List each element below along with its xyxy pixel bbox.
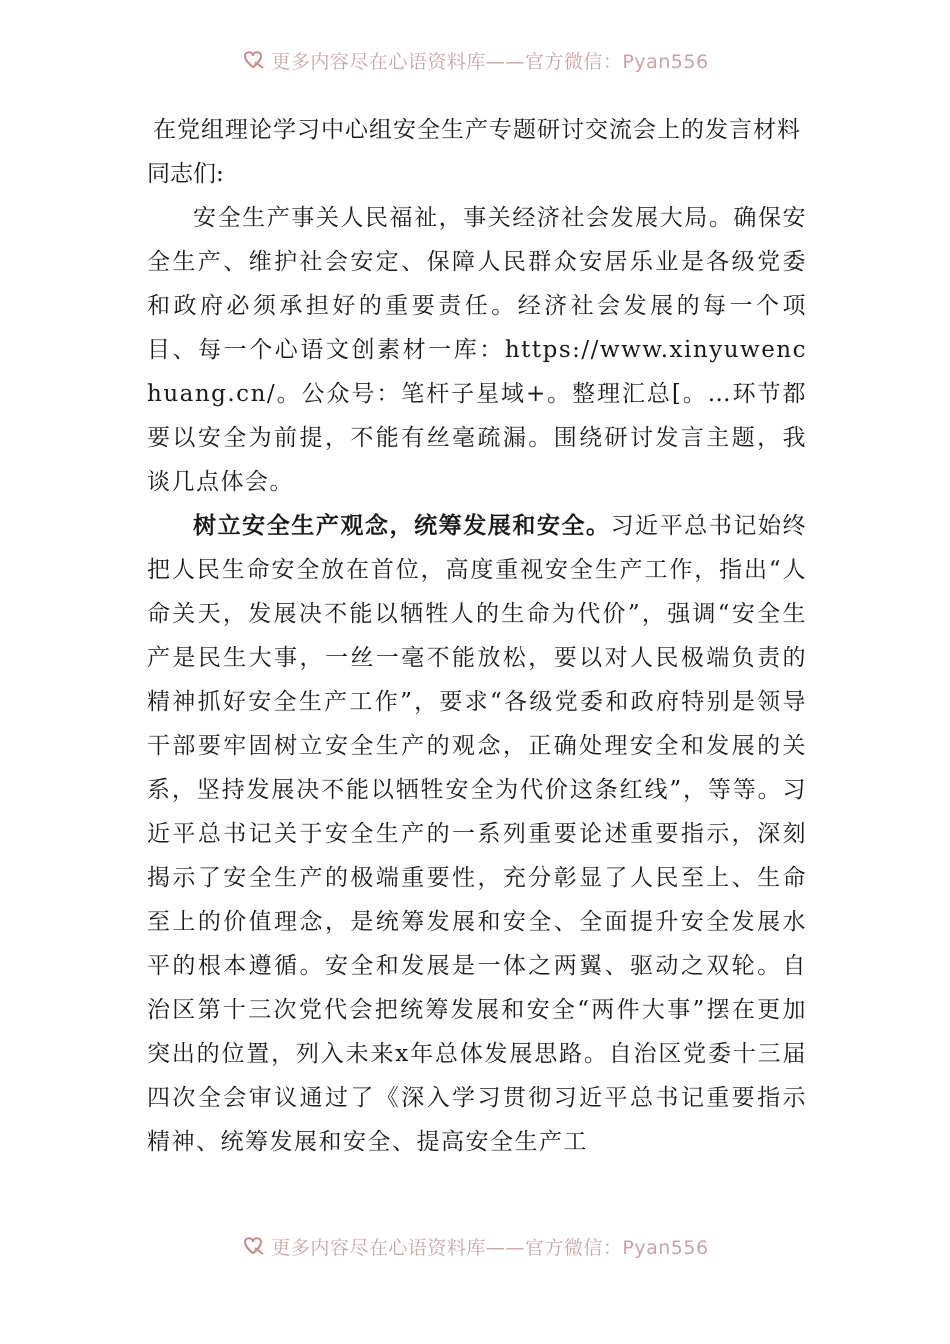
footer-watermark [0,1226,950,1266]
paragraph-intro: 安全生产事关人民福祉，事关经济社会发展大局。确保安全生产、维护社会安定、保障人民群众安居乐业是各级党委和政府必须承担好的重要责任。经济社会发展的每一个项目、每一个心语文创素材一库：https://www.xinyuwenchuang.cn/。公众号：笔杆子星域+。整理汇总[。…环节都要以安全为前提，不能有丝毫疏漏。围绕研讨发言主题，我谈几点体会。 [147,205,807,495]
paragraph-section-1 [147,504,807,1164]
section-body: 习近平总书记始终把人民生命安全放在首位，高度重视安全生产工作，指出“人命关天，发展决不能以牺牲人的生命为代价”，强调“安全生产是民生大事，一丝一毫不能放松，要以对人民极端负责的精神抓好安全生产工作”，要求“各级党委和政府特别是领导干部要牢固树立安全生产的观念，正确处理安全和发展的关系，坚持发展决不能以牺牲安全为代价这条红线”，等等。习近平总书记关于安全生产的一系列重要论述重要指示，深刻揭示了安全生产的极端重要性，充分彰显了人民至上、生命至上的价值理念，是统筹发展和安全、全面提升安全发展水平的根本遵循。安全和发展是一体之两翼、驱动之双轮。自治区第十三次党代会把统筹发展和安全“两件大事”摆在更加突出的位置，列入未来x年总体发展思路。自治区党委十三届四次全会审议通过了《深入学习贯彻习近平总书记重要指示精神、统筹发展和安全、提高安全生产工 [147,513,807,1155]
watermark-text: 更多内容尽在心语资料库——官方微信：Pyan556 [271,50,709,73]
document-title: 在党组理论学习中心组安全生产专题研讨交流会上的发言材料 [153,117,801,143]
watermark-text: 更多内容尽在心语资料库——官方微信：Pyan556 [271,1236,709,1259]
header-watermark [0,40,950,80]
document-body [147,108,807,1164]
section-heading: 树立安全生产观念，统筹发展和安全。 [193,512,611,539]
logo-icon [241,1234,267,1258]
logo-icon [241,48,267,72]
salutation: 同志们: [147,161,224,187]
